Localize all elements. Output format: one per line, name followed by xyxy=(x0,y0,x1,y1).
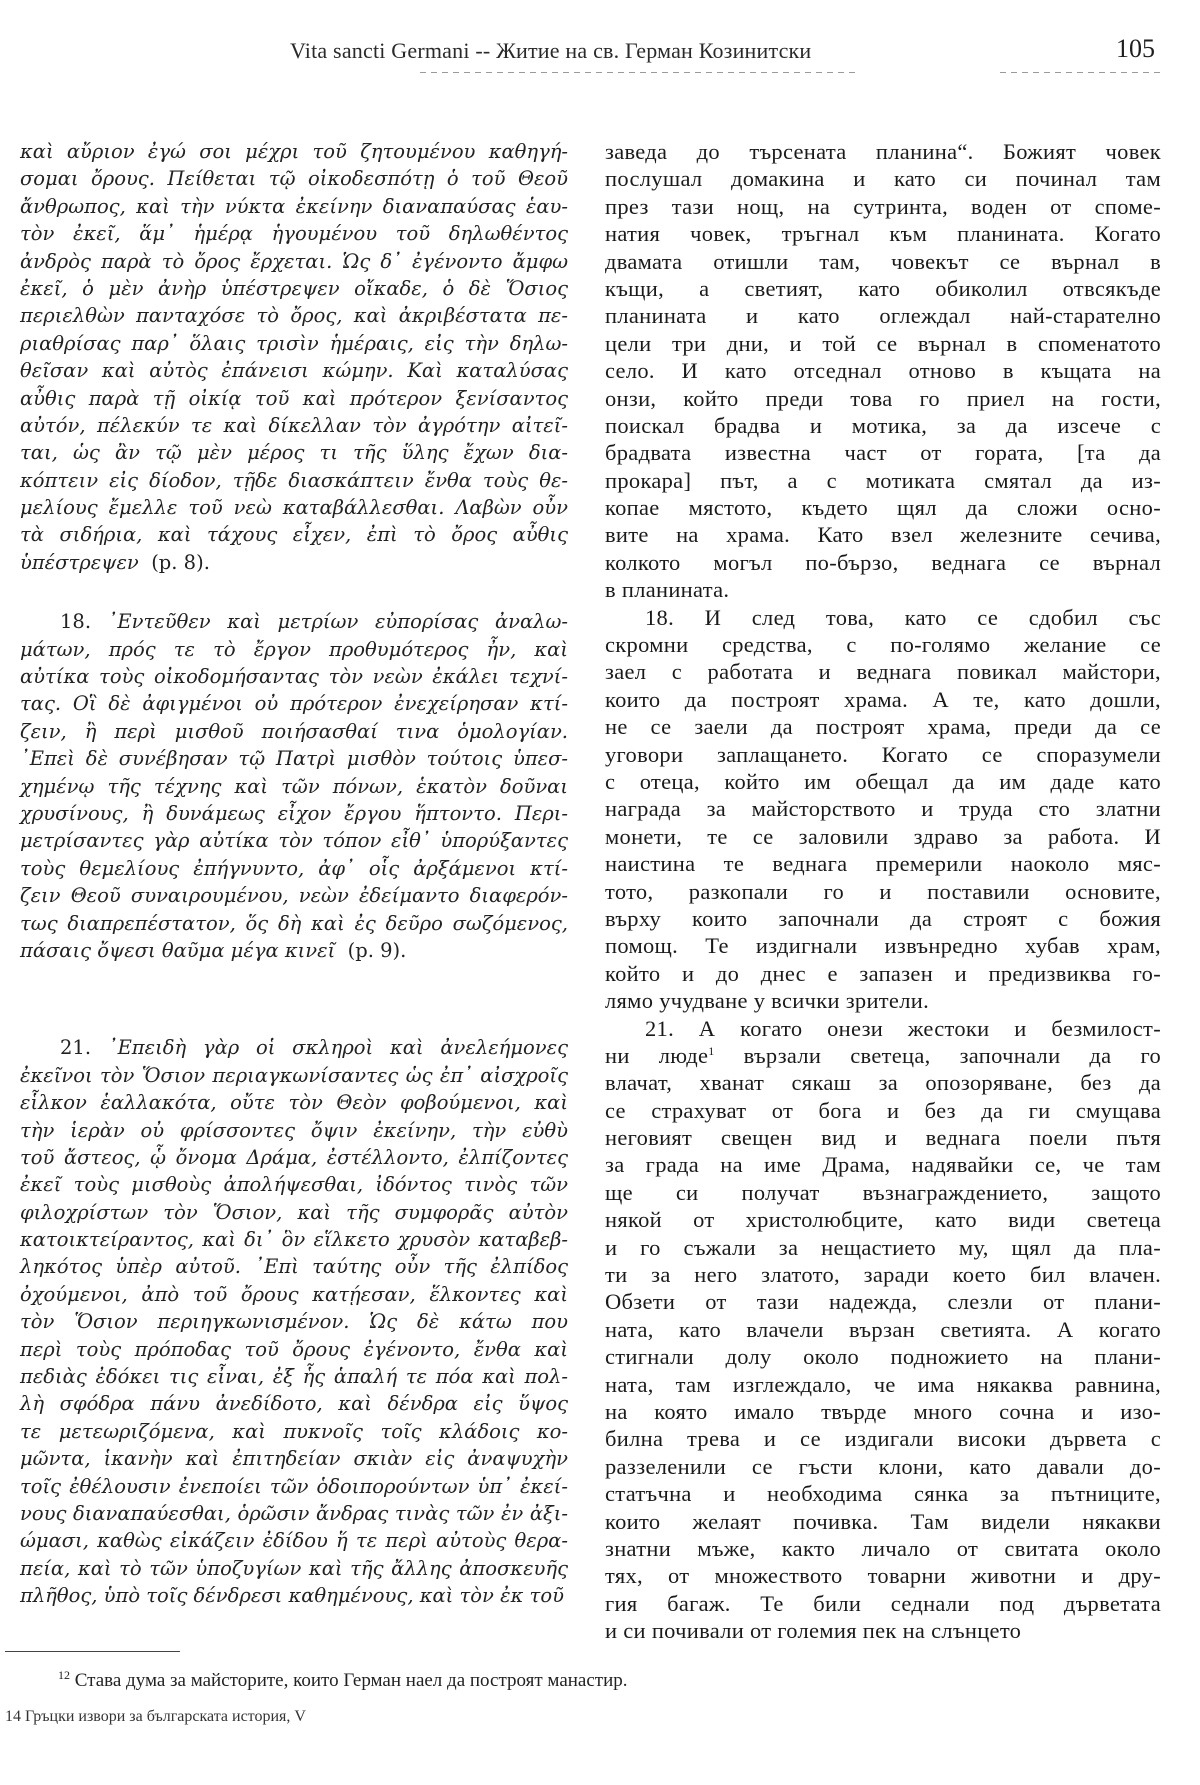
bulgarian-line: Обзети от тази надежда, слезли от плани- xyxy=(605,1289,1161,1315)
greek-line: μελίους ἔμελλε τοῦ νεὼ καταβάλλεσθαι. Λαβὼν οὖν xyxy=(20,496,568,520)
bulgarian-line: лямо учудване у всички зрители. xyxy=(605,988,930,1014)
bulgarian-line: на която имало твърде много сочна и изо- xyxy=(605,1398,1161,1424)
bulgarian-line: брадвата известна част от гората, [та да xyxy=(605,440,1161,466)
bulgarian-line: раззеленили се гъсти клони, като давали до- xyxy=(605,1453,1161,1479)
bulgarian-line: не се заели да построят храма, преди да се xyxy=(605,714,1161,740)
greek-paragraph-21 xyxy=(20,1034,568,1609)
bulgarian-line: вите на храма. Като взел железните сечива, xyxy=(605,522,1161,548)
bulgarian-column xyxy=(605,138,1161,1644)
bulgarian-line: който и до днес е запазен и предизвиква го- xyxy=(605,960,1161,986)
bulgarian-line: поискал брадва и мотика, за да изсече с xyxy=(605,412,1161,438)
bulgarian-line: 21. А когато онези жестоки и безмилост- xyxy=(645,1015,1161,1041)
greek-line: μῶντα, ἱκανὴν καὶ ἐπιτηδείαν σκιὰν εἰς ἀναψυχὴν xyxy=(20,1447,568,1471)
greek-line: αὐτόν, πέλεκύν τε καὶ δίκελλαν τὸν ἀγρότην αἰτεῖ- xyxy=(20,413,568,437)
greek-line: αὐτίκα τοὺς οἰκοδομήσαντας τὸν νεὼν ἐκάλει τεχνί- xyxy=(20,665,568,689)
greek-line: αὖθις παρὰ τῇ οἰκίᾳ τοῦ καὶ πρότερον ξενίσαντος xyxy=(20,386,568,410)
bulgarian-paragraph-continued xyxy=(605,138,1161,604)
greek-line: πεία, καὶ τὸ τῶν ὑποζυγίων καὶ τῆς ἄλλης ἀποσκευῆς xyxy=(20,1556,568,1580)
bulgarian-line: статъчна и необходима сянка за пътниците, xyxy=(605,1481,1161,1507)
bulgarian-line: които да построят храма. А те, като дошли, xyxy=(605,686,1161,712)
bulgarian-line: билна трева и се издигали високи дървета с xyxy=(605,1426,1161,1452)
footnote-separator xyxy=(5,1651,180,1652)
greek-line: πεδιὰς ἐδόκει τις εἶναι, ἐξ ἧς ἁπαλή τε πόα καὶ πολ- xyxy=(20,1365,568,1389)
greek-line: τως διαπρεπέστατον, ὅς δὴ καὶ ἐς δεῦρο σωζόμενος, xyxy=(20,911,568,935)
bulgarian-line: ната, там изглеждало, че има някаква равнина, xyxy=(605,1371,1161,1397)
paragraph-number: 21. xyxy=(60,1036,92,1060)
greek-line: ται, ὡς ἂν τῷ μὲν μέρος τι τῆς ὕλης ἔχων δια- xyxy=(20,441,568,465)
greek-line: ἀνδρὸς παρὰ τὸ ὄρος ἔρχεται. Ὡς δ᾽ ἐγένοντο ἄμφω xyxy=(20,249,568,273)
bulgarian-line: знатни мъже, както личало от свитата около xyxy=(605,1535,1161,1561)
bulgarian-line: се страхуват от бога и без да ги смущава xyxy=(605,1097,1161,1123)
greek-line: κόπτειν εἰς δίοδον, τῇδε διασκάπτειν ἔνθα τοὺς θε- xyxy=(20,468,568,492)
greek-line: ὀχούμενοι, ἀπὸ τοῦ ὄρους κατῄεσαν, ἕλκοντες καὶ xyxy=(20,1282,568,1306)
page-reference: (p. 8). xyxy=(151,550,210,574)
paragraph-number: 18. xyxy=(60,610,92,634)
greek-line: μετρίσαντες γὰρ αὐτίκα τὸν τόπον εἶθ᾽ ὑπορύξαντες xyxy=(20,829,568,853)
greek-line: ἐκεῖνοι τὸν Ὅσιον περιαγκωνίσαντες ὡς ἐπ᾽ αἰσχροῖς xyxy=(20,1063,568,1087)
greek-line: εἷλκον ἑαλλακότα, οὔτε τὸν Θεὸν φοβούμενοι, καὶ xyxy=(20,1091,568,1115)
bulgarian-line: за града на име Драма, надявайки се, че там xyxy=(605,1152,1161,1178)
greek-line: τοῖς ἐθέλουσιν ἐνεποίει τῶν ὁδοιπορούντων ὑπ᾽ ἐκεί- xyxy=(20,1474,568,1498)
greek-line: ζειν, ἢ περὶ μισθοῦ ποιήσασθαί τινα ὁμολογίαν. xyxy=(20,719,568,743)
bulgarian-line: планината и като оглеждал най-старателно xyxy=(605,303,1161,329)
greek-paragraph-18 xyxy=(20,608,568,964)
bulgarian-line: и си почивали от големия пек на слънцето xyxy=(605,1618,1022,1644)
greek-line: σομαι ὄρους. Πείθεται τῷ οἰκοδεσπότῃ ὁ τοῦ Θεοῦ xyxy=(20,167,568,191)
bulgarian-line: и го съжали за нещастието му, щял да пла- xyxy=(605,1234,1161,1260)
paragraph-number: 18. xyxy=(645,604,675,630)
greek-line: μάτων, πρός τε τὸ ἔργον προθυμότερος ἦν, καὶ xyxy=(20,637,568,661)
bulgarian-line: които желаят почивка. Там видели някакви xyxy=(605,1508,1161,1534)
bulgarian-line: в планината. xyxy=(605,577,730,603)
footnote-text: Става дума за майсторите, които Герман наел да построят манастир. xyxy=(74,1670,628,1691)
bulgarian-line: село. И като отседнал отново в къщата на xyxy=(605,358,1161,384)
greek-line: ἐκεῖ, ὁ μὲν ἀνὴρ ὑπέστρεψεν οἴκαδε, ὁ δὲ Ὅσιος xyxy=(20,276,568,300)
greek-line: ἄνθρωπος, καὶ τὴν νύκτα ἐκείνην διαναπαύσας ἑαυ- xyxy=(20,194,568,218)
footnote-reference[interactable]: 1 xyxy=(708,1043,715,1058)
page-header xyxy=(0,34,1200,78)
bulgarian-line: тото, разкопали го и поставили основите, xyxy=(605,878,1161,904)
greek-line: τὸν ἐκεῖ, ἅμ᾽ ἡμέρᾳ ἡγουμένου τοῦ δηλωθέντος xyxy=(20,222,568,246)
bulgarian-line: влачат, хванат сякаш за опозоряване, без да xyxy=(605,1070,1161,1096)
header-rule-right xyxy=(1000,72,1160,73)
bulgarian-line: къщи, а светият, като обиколил отвсякъде xyxy=(605,275,1161,301)
greek-line: ἐκεῖ τοὺς μισθοὺς ἀπολήψεσθαι, ἰδόντος τινὸς τῶν xyxy=(20,1173,568,1197)
bulgarian-line: колкото могъл по-бързо, веднага се върнал xyxy=(605,549,1161,575)
bulgarian-line: с отеца, който им обещал да им даде като xyxy=(605,768,1161,794)
greek-line: χημένῳ τῆς τέχνης καὶ τῶν πόνων, ἑκατὸν δοῦναι xyxy=(20,774,568,798)
greek-line: τε μετεωριζόμενα, καὶ πυκνοῖς τοῖς κλάδοις κο- xyxy=(20,1419,568,1443)
greek-line: περὶ τοὺς πρόποδας τοῦ ὄρους ἐγένοντο, ἔνθα καὶ xyxy=(20,1337,568,1361)
greek-line: 21. ᾽Επειδὴ γὰρ οἱ σκληροὶ καὶ ἀνελεήμονες xyxy=(60,1036,569,1060)
bulgarian-line: натия човек, тръгнал към планината. Когато xyxy=(605,221,1161,247)
bulgarian-line: стигнали долу около подножието на плани- xyxy=(605,1344,1161,1370)
bulgarian-paragraph-21 xyxy=(605,1015,1161,1645)
bulgarian-line: някой от христолюбците, като види светеца xyxy=(605,1207,1161,1233)
bulgarian-line: наистина те веднага премерили наоколо мяс- xyxy=(605,851,1161,877)
bulgarian-line: копае мястото, където щял да сложи осно- xyxy=(605,495,1161,521)
greek-line: κατοικτείραντος, καὶ δι᾽ ὃν εἵλκετο χρυσὸν καταβεβ- xyxy=(20,1228,568,1252)
running-title: Vita sancti Germani -- Житие на св. Герман Козинитски xyxy=(290,38,812,63)
page-reference: (p. 9). xyxy=(347,938,407,962)
bulgarian-line: скромни средства, с по-голямо желание се xyxy=(605,632,1161,658)
bulgarian-line: цели три дни, и той се върнал в споменатото xyxy=(605,330,1161,356)
page-number: 105 xyxy=(1116,34,1155,63)
bulgarian-line: заел с работата и веднага повикал майстори, xyxy=(605,659,1161,685)
bulgarian-line: награда за майсторството и труда сто златни xyxy=(605,796,1161,822)
greek-line: τας. Οἳ δὲ ἀφιγμένοι οὐ πρότερον ἐνεχείρησαν κτί- xyxy=(20,692,568,716)
footnote-marker: 12 xyxy=(58,1668,70,1682)
greek-line: φιλοχρίστων τὸν Ὅσιον, καὶ τῆς συμφορᾶς αὐτὸν xyxy=(20,1200,568,1224)
paragraph-number: 21. xyxy=(645,1015,675,1041)
bulgarian-line: ната, като влачели вързан светията. А когато xyxy=(605,1316,1161,1342)
greek-line: λὴ σφόδρα πάνυ ἀνεδίδοτο, καὶ δένδρα εἰς ὕψος xyxy=(20,1392,568,1416)
header-rule xyxy=(420,72,860,73)
greek-line: καὶ αὔριον ἐγώ σοι μέχρι τοῦ ζητουμένου καθηγή- xyxy=(20,140,568,163)
greek-line: τοῦ ἄστεος, ᾧ ὄνομα Δράμα, ἐστέλλοντο, ἐλπίζοντες xyxy=(20,1145,568,1169)
greek-line: πλῆθος, ὑπὸ τοῖς δένδρεσι καθημένους, καὶ τὸν ἐκ τοῦ xyxy=(20,1584,564,1608)
greek-line: πάσαις ὄψεσι θαῦμα μέγα κινεῖ (p. 9). xyxy=(20,938,407,962)
greek-line: ὑπέστρεψεν (p. 8). xyxy=(20,550,210,574)
bulgarian-line: 18. И след това, като се сдобил със xyxy=(645,604,1161,630)
bulgarian-line: ти за него златото, заради което бил влачен. xyxy=(605,1262,1161,1288)
greek-paragraph-continued xyxy=(20,138,568,549)
bulgarian-line: двамата отишли там, човекът се върнал в xyxy=(605,248,1161,274)
greek-line: ζειν Θεοῦ συναιρουμένου, νεὼν ἐδείμαντο διαφερόν- xyxy=(20,884,568,908)
greek-line: τοὺς θεμελίους ἐπήγνυντο, ἀφ᾽ οἷς ἀρξάμενοι κτί- xyxy=(20,856,568,880)
greek-column xyxy=(20,138,568,1610)
printer-signature: 14 Гръцки извори за българската история, V xyxy=(5,1708,306,1725)
bulgarian-line: уговори заплащането. Когато се споразумели xyxy=(605,741,1161,767)
greek-line: περιελθὼν πανταχόσε τὸ ὄρος, καὶ ἀκριβέστατα πε- xyxy=(20,304,568,328)
bulgarian-line: послушал домакина и като си починал там xyxy=(605,166,1161,192)
bulgarian-paragraph-18 xyxy=(605,604,1161,1015)
bulgarian-line: тях, от множеството товарни животни и дру- xyxy=(605,1563,1161,1589)
bulgarian-line: върху които започнали да строят с божия xyxy=(605,905,1161,931)
greek-line: νους διαναπαύεσθαι, ὁρῶσιν ἄνδρας τινὰς τῶν ἐν ἀξι- xyxy=(20,1501,568,1525)
bulgarian-line: гия багаж. Те били седнали под дърветата xyxy=(605,1590,1161,1616)
bulgarian-line: онзи, който преди това го приел на гости, xyxy=(605,385,1161,411)
bulgarian-line: монети, те се заловили здраво за работа. И xyxy=(605,823,1161,849)
bulgarian-line: ни люде$^1$ вързали светеца, започнали да го xyxy=(605,1042,1161,1068)
greek-line: τὰ σιδήρια, καὶ τάχους εἶχεν, ἐπὶ τὸ ὄρος αὖθις xyxy=(20,523,568,547)
greek-line: 18. ᾽Εντεῦθεν καὶ μετρίων εὐπορίσας ἀναλω- xyxy=(60,610,568,634)
greek-line: χρυσίνους, ἢ δυνάμεως εἶχον ἔργου ἥπτοντο. Περι- xyxy=(20,801,568,825)
greek-line: ώμασι, καθὼς εἰκάζειν ἐδίδου ἥ τε περὶ αὐτοὺς θερα- xyxy=(20,1529,568,1553)
greek-line: τὴν ἱερὰν οὐ φρίσσοντες ὄψιν ἐκείνην, τὴν εὐθὺ xyxy=(20,1118,568,1142)
greek-line: θεῖσαν καὶ αὐτὸς ἐπάνεισι κώμην. Καὶ καταλύσας xyxy=(20,359,568,383)
bulgarian-line: помощ. Те издигнали извънредно хубав храм, xyxy=(605,933,1161,959)
greek-line: ληκότος ὑπὲρ αὐτοῦ. ᾽Επὶ ταύτης οὖν τῆς ἐλπίδος xyxy=(20,1255,568,1279)
bulgarian-line: неговият свещен вид и веднага поели пътя xyxy=(605,1125,1161,1151)
greek-line: ριαθρίσας παρ᾽ ὅλαις τρισὶν ἡμέραις, εἰς τὴν δηλω- xyxy=(20,331,568,355)
footnote xyxy=(58,1670,628,1692)
bulgarian-line: прокара] път, а с мотиката смятал да из- xyxy=(605,467,1161,493)
greek-line: ᾽Επεὶ δὲ συνέβησαν τῷ Πατρὶ μισθὸν τούτοις ὑπεσ- xyxy=(20,747,568,771)
bulgarian-line: заведа до търсената планина“. Божият човек xyxy=(605,139,1161,164)
bulgarian-line: през тази нощ, на сутринта, воден от споме- xyxy=(605,193,1161,219)
greek-line: τὸν Ὅσιον περιηγκωνισμένον. Ὡς δὲ κάτω που xyxy=(20,1310,568,1334)
bulgarian-line: ще си получат възнаграждението, защото xyxy=(605,1179,1161,1205)
